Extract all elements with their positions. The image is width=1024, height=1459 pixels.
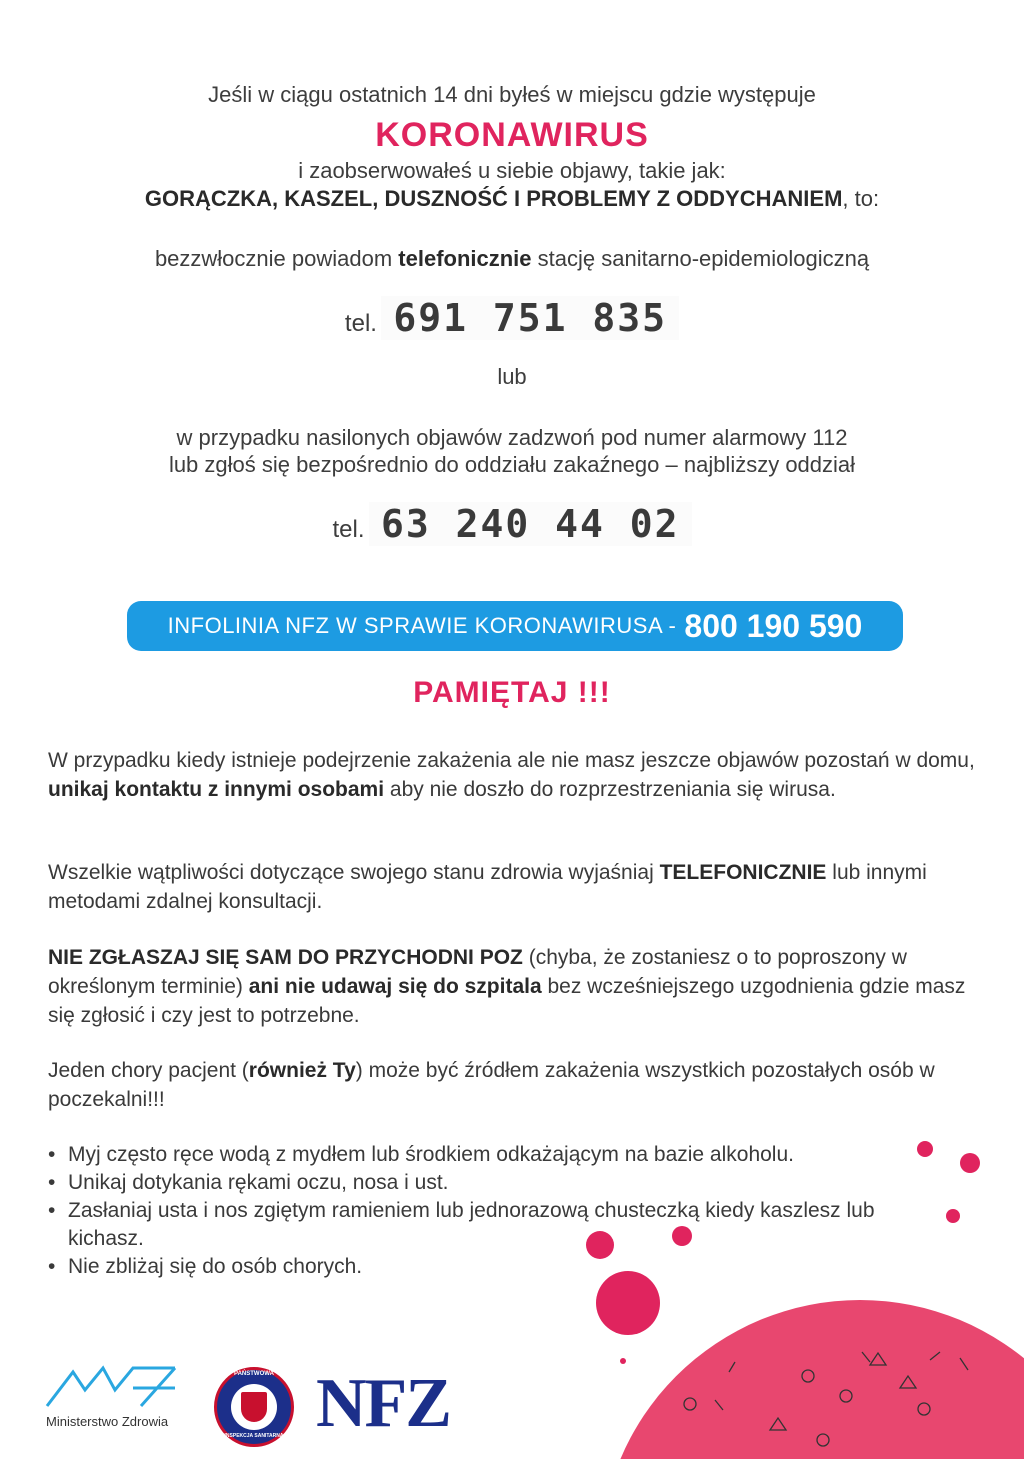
notify-post: stację sanitarno-epidemiologiczną [531,246,870,271]
p3-b: (chyba, że zostaniesz o to poproszony w określonym terminie) [48,946,907,998]
p1-b: unikaj kontaktu z innymi osobami [48,778,385,801]
p2-a: Wszelkie wątpliwości dotyczące swojego stanu zdrowia wyjaśniaj [48,861,660,884]
p1-a: W przypadku kiedy istnieje podejrzenie zakażenia ale nie masz jeszcze objawów pozostań w domu, [48,749,975,772]
dot-decoration [960,1153,980,1173]
dot-decoration [586,1231,614,1259]
list-item: • Nie zbliżaj się do osób chorych. [48,1253,948,1281]
p1-c: aby nie doszło do rozprzestrzeniania się wirusa. [384,778,836,801]
list-item: • Zasłaniaj usta i nos zgiętym ramieniem lub jednorazową chusteczką kiedy kaszlesz lub kichasz. [48,1197,948,1253]
infoline-number: 800 190 590 [684,607,863,644]
ministry-name: Ministerstwo Zdrowia [46,1414,169,1429]
phone-1-label: tel. [344,310,377,337]
notify-pre: bezzwłocznie powiadom [154,246,399,271]
symptoms-text: GORĄCZKA, KASZEL, DUSZNOŚĆ I PROBLEMY Z ODDYCHANIEM [144,186,843,211]
p4-c: ) może być źródłem zakażenia wszystkich pozostałych osób w poczekalni!!! [48,1059,935,1111]
dot-decoration [917,1141,933,1157]
list-item: • Myj często ręce wodą z mydłem lub środkiem odkażającym na bazie alkoholu. [48,1141,948,1169]
dot-decoration [946,1209,960,1223]
phone-2-number: 63 240 44 02 [369,502,692,546]
or-label: lub [497,364,527,389]
sanitary-seal [214,1367,294,1447]
severe-line-2: lub zgłoś się bezpośrednio do oddziału zakaźnego – najbliższy oddział [168,452,856,477]
list-item: • Unikaj dotykania rękami oczu, nosa i ust. [48,1169,948,1197]
intro-line-2: i zaobserwowałeś u siebie objawy, takie jak: [298,158,726,183]
p3-d: bez wcześniejszego uzgodnienia gdzie masz się zgłosić i czy jest to potrzebne. [48,975,966,1027]
severe-line-1: w przypadku nasilonych objawów zadzwoń pod numer alarmowy 112 [176,425,848,450]
notify-bold: telefonicznie [398,246,532,271]
seal-bottom-text: INSPEKCJA SANITARNA [224,1433,284,1439]
nfz-logo: NFZ [316,1365,450,1442]
intro-line: Jeśli w ciągu ostatnich 14 dni byłeś w miejscu gdzie występuje [208,82,816,107]
remember-heading: PAMIĘTAJ !!! [413,676,611,709]
p3-c: ani nie udawaj się do szpitala [248,975,542,998]
p4-a: Jeden chory pacjent ( [48,1059,249,1082]
p3-a: NIE ZGŁASZAJ SIĘ SAM DO PRZYCHODNI POZ [48,946,523,969]
dot-decoration [620,1358,626,1364]
p4-b: również Ty [248,1059,356,1082]
p2-b: TELEFONICZNIE [659,861,827,884]
dot-decoration [672,1226,692,1246]
phone-2-label: tel. [332,516,365,543]
virus-cell-decoration [600,1300,1024,1459]
main-title: KORONAWIRUS [375,116,649,154]
seal-top-text: PAŃSTWOWA [234,1371,274,1377]
blob-decoration [596,1271,660,1335]
p2-c: lub innymi metodami zdalnej konsultacji. [48,861,927,913]
eagle-icon [231,1384,277,1430]
infoline-text: INFOLINIA NFZ W SPRAWIE KORONAWIRUSA - [167,613,677,638]
phone-1-number: 691 751 835 [381,296,679,340]
symptoms-suffix: , to: [842,186,880,211]
ministry-logo-icon [45,1362,185,1412]
